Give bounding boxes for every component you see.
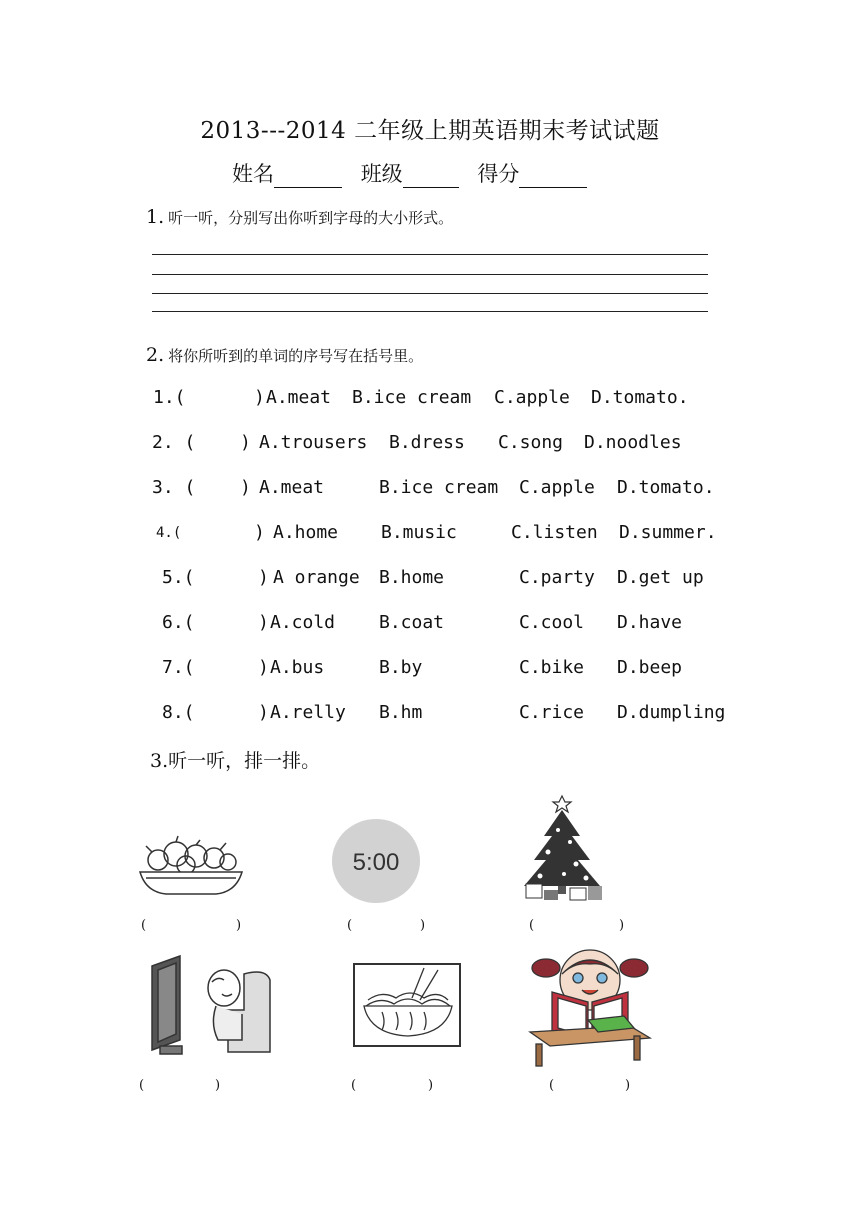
option-b: B.music [381, 522, 457, 543]
answer-paren[interactable]: ( ) [529, 918, 625, 933]
writing-line[interactable] [152, 274, 708, 275]
question-number: 1.( [153, 387, 186, 408]
answer-paren-close[interactable]: ) [240, 477, 251, 498]
score-label: 得分 [477, 162, 520, 186]
watching-tv-picture [146, 954, 274, 1058]
section2-heading [146, 344, 423, 366]
option-d: D.have [617, 612, 683, 633]
option-a: A.relly [270, 702, 346, 723]
option-b: B.ice cream [379, 477, 499, 498]
answer-paren-close[interactable]: ) [254, 522, 265, 543]
section1-heading [146, 206, 453, 228]
answer-paren-close[interactable]: ) [258, 657, 269, 678]
option-b: B.dress [389, 432, 465, 453]
answer-paren[interactable]: ( ) [351, 1078, 434, 1093]
answer-paren[interactable]: ( ) [347, 918, 426, 933]
option-d: D.get up [617, 567, 704, 588]
option-d: D.tomato. [617, 477, 715, 498]
answer-paren-close[interactable]: ) [258, 702, 269, 723]
option-b: B.hm [379, 702, 423, 723]
question-number: 7.( [162, 657, 195, 678]
option-a: A.meat [266, 387, 332, 408]
question-number: 6.( [162, 612, 195, 633]
answer-paren-close[interactable]: ) [258, 612, 269, 633]
option-d: D.dumpling [617, 702, 726, 723]
option-a: A.home [273, 522, 339, 543]
question-row [0, 612, 860, 636]
clock-picture [330, 818, 422, 904]
option-c: C.party [519, 567, 595, 588]
noodles-bowl-picture [352, 962, 462, 1048]
fruit-bowl-picture [136, 832, 246, 904]
option-c: C.apple [494, 387, 570, 408]
option-c: C.rice [519, 702, 585, 723]
option-b: B.ice cream [352, 387, 472, 408]
question-row [0, 387, 860, 411]
class-blank[interactable] [403, 165, 459, 188]
question-row [0, 702, 860, 726]
name-blank[interactable] [274, 165, 342, 188]
option-a: A orange [273, 567, 360, 588]
answer-paren-close[interactable]: ) [240, 432, 251, 453]
score-blank[interactable] [519, 165, 587, 188]
option-c: C.song [498, 432, 564, 453]
page-title: 2013---2014 二年级上期英语期末考试试题 [200, 118, 660, 144]
option-b: B.coat [379, 612, 445, 633]
question-row [0, 657, 860, 681]
section2-number: 2. [146, 344, 165, 366]
christmas-tree-picture [518, 794, 608, 902]
class-label: 班级 [360, 162, 403, 186]
question-row [0, 567, 860, 591]
answer-paren-close[interactable]: ) [258, 567, 269, 588]
option-b: B.home [379, 567, 445, 588]
option-c: C.listen [511, 522, 598, 543]
writing-line[interactable] [152, 293, 708, 294]
question-number: 4.( [156, 525, 182, 541]
section3-instruction: 3.听一听，排一排。 [150, 750, 321, 772]
option-c: C.apple [519, 477, 595, 498]
section2-instruction: 将你所听到的单词的序号写在括号里。 [168, 347, 424, 365]
name-label: 姓名 [232, 162, 274, 186]
answer-paren[interactable]: ( ) [141, 918, 242, 933]
option-c: C.cool [519, 612, 585, 633]
question-row [0, 477, 860, 501]
answer-paren-close[interactable]: ) [254, 387, 265, 408]
writing-line[interactable] [152, 311, 708, 312]
section1-number: 1. [146, 206, 165, 228]
option-a: A.cold [270, 612, 336, 633]
question-number: 3. ( [152, 477, 196, 498]
option-a: A.bus [270, 657, 325, 678]
option-a: A.trousers [259, 432, 368, 453]
student-info [232, 158, 599, 188]
option-d: D.beep [617, 657, 683, 678]
section1-instruction: 听一听，分别写出你听到字母的大小形式。 [168, 209, 454, 227]
clock-time-text: 5:00 [352, 849, 400, 876]
option-d: D.summer. [619, 522, 717, 543]
option-d: D.tomato. [591, 387, 689, 408]
question-number: 5.( [162, 567, 195, 588]
question-number: 8.( [162, 702, 195, 723]
writing-line[interactable] [152, 254, 708, 255]
answer-paren[interactable]: ( ) [139, 1078, 221, 1093]
answer-paren[interactable]: ( ) [549, 1078, 631, 1093]
option-c: C.bike [519, 657, 585, 678]
option-b: B.by [379, 657, 423, 678]
question-row [0, 522, 860, 546]
option-a: A.meat [259, 477, 325, 498]
question-number: 2. ( [152, 432, 196, 453]
option-d: D.noodles [584, 432, 682, 453]
girl-reading-picture [526, 946, 654, 1068]
question-row [0, 432, 860, 456]
